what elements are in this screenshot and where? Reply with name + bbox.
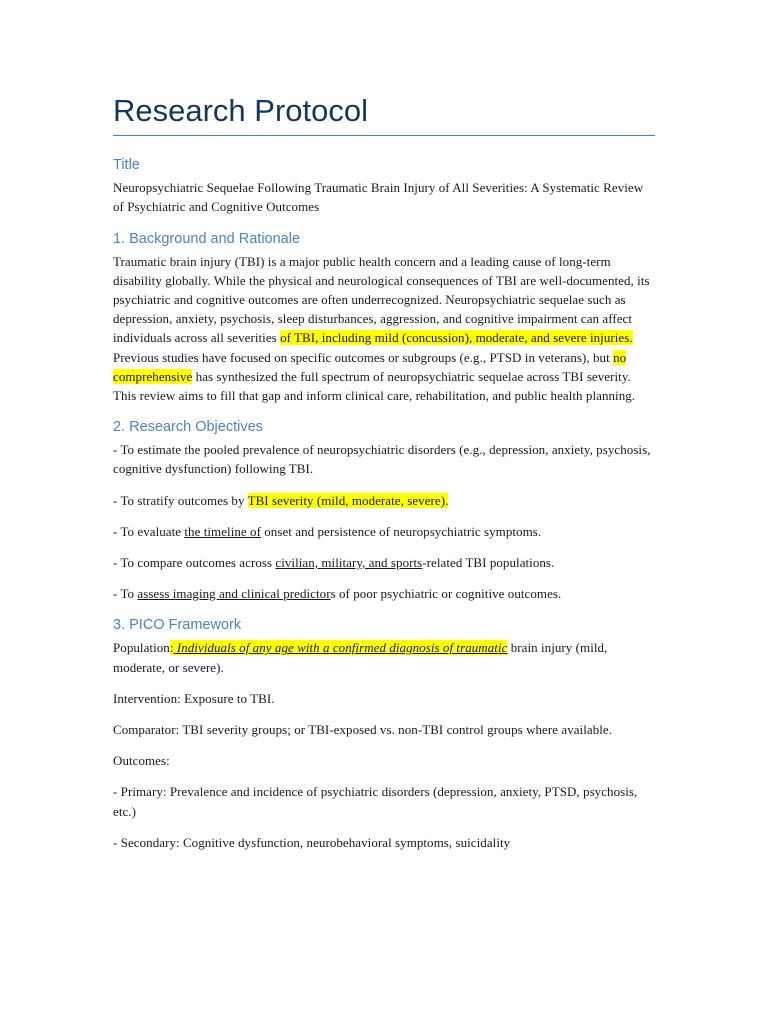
pico-comparator: Comparator: TBI severity groups; or TBI-exposed vs. non-TBI control groups where available. xyxy=(113,722,613,738)
objective-5-text-pre: - To xyxy=(113,586,138,602)
underline-populations: civilian, military, and sports xyxy=(275,555,423,571)
objective-2-text: - To stratify outcomes by xyxy=(113,492,248,508)
pico-secondary-outcome: - Secondary: Cognitive dysfunction, neurobehavioral symptoms, suicidality xyxy=(113,834,511,850)
document-heading: Research Protocol xyxy=(113,93,369,128)
population-text-post: brain injury (mild, moderate, or severe). xyxy=(113,640,608,675)
background-text-2: Previous studies have focused on specific outcomes or subgroups (e.g., PTSD in veterans), but xyxy=(113,349,614,365)
study-title-text: Neuropsychiatric Sequelae Following Traumatic Brain Injury of All Severities: A Systematic Review of Psychiatric and Cognitive Outcomes xyxy=(113,180,644,215)
highlight-severities: of TBI, including mild (concussion), moderate, and severe injuries. xyxy=(280,330,633,346)
objective-3-text-pre: - To evaluate xyxy=(113,523,185,539)
population-label: Population xyxy=(113,640,170,656)
objective-3-text-post: onset and persistence of neuropsychiatric symptoms. xyxy=(260,523,542,539)
highlight-no-comprehensive: no comprehensive xyxy=(113,349,627,384)
objective-1: - To estimate the pooled prevalence of neuropsychiatric disorders (e.g., depression, anxiety, psychosis, cognitive dysfunction) following TBI. xyxy=(113,442,651,477)
pico-population xyxy=(113,638,655,676)
pico-outcomes-label: Outcomes: xyxy=(113,753,170,769)
highlight-tbi-severity: TBI severity (mild, moderate, severe). xyxy=(247,492,449,508)
underline-timeline: the timeline of xyxy=(184,523,261,539)
section-heading-title: Title xyxy=(113,157,140,174)
section-heading-objectives: 2. Research Objectives xyxy=(113,419,263,436)
pico-primary-outcome: - Primary: Prevalence and incidence of psychiatric disorders (depression, anxiety, PTSD, psychosis, etc.) xyxy=(113,784,638,819)
objective-5-text-post: s of poor psychiatric or cognitive outcomes. xyxy=(330,586,562,602)
pico-intervention: Intervention: Exposure to TBI. xyxy=(113,690,275,706)
highlight-population-criteria: Individuals of any age with a confirmed diagnosis of traumatic xyxy=(173,640,508,656)
objective-4-text-post: -related TBI populations. xyxy=(422,555,555,571)
section-heading-background: 1. Background and Rationale xyxy=(113,230,301,247)
objective-3 xyxy=(113,522,655,541)
underline-predictors: assess imaging and clinical predictor xyxy=(137,586,331,602)
objective-4 xyxy=(113,553,655,572)
objective-2 xyxy=(113,491,655,510)
background-paragraph xyxy=(113,252,655,406)
section-heading-pico: 3. PICO Framework xyxy=(113,617,242,634)
background-text-3: has synthesized the full spectrum of neuropsychiatric sequelae across TBI severity. This review aims to fill that gap and inform clinical care, rehabilitation, and public health planning. xyxy=(113,368,636,404)
heading-divider xyxy=(113,135,655,136)
background-text-1: Traumatic brain injury (TBI) is a major public health concern and a leading cause of long-term disability globally. While the physical and neurological consequences of TBI are well-documented, its psychiatric and cognitive outcomes are often underrecognized. Neuropsychiatric sequelae such as depression, anxiety, psychosis, sleep disturbances, aggression, and cognitive impairment can affect individuals across all severities xyxy=(113,253,650,346)
objective-4-text-pre: - To compare outcomes across xyxy=(113,555,276,571)
population-colon: : xyxy=(169,640,174,656)
objective-5 xyxy=(113,584,655,603)
